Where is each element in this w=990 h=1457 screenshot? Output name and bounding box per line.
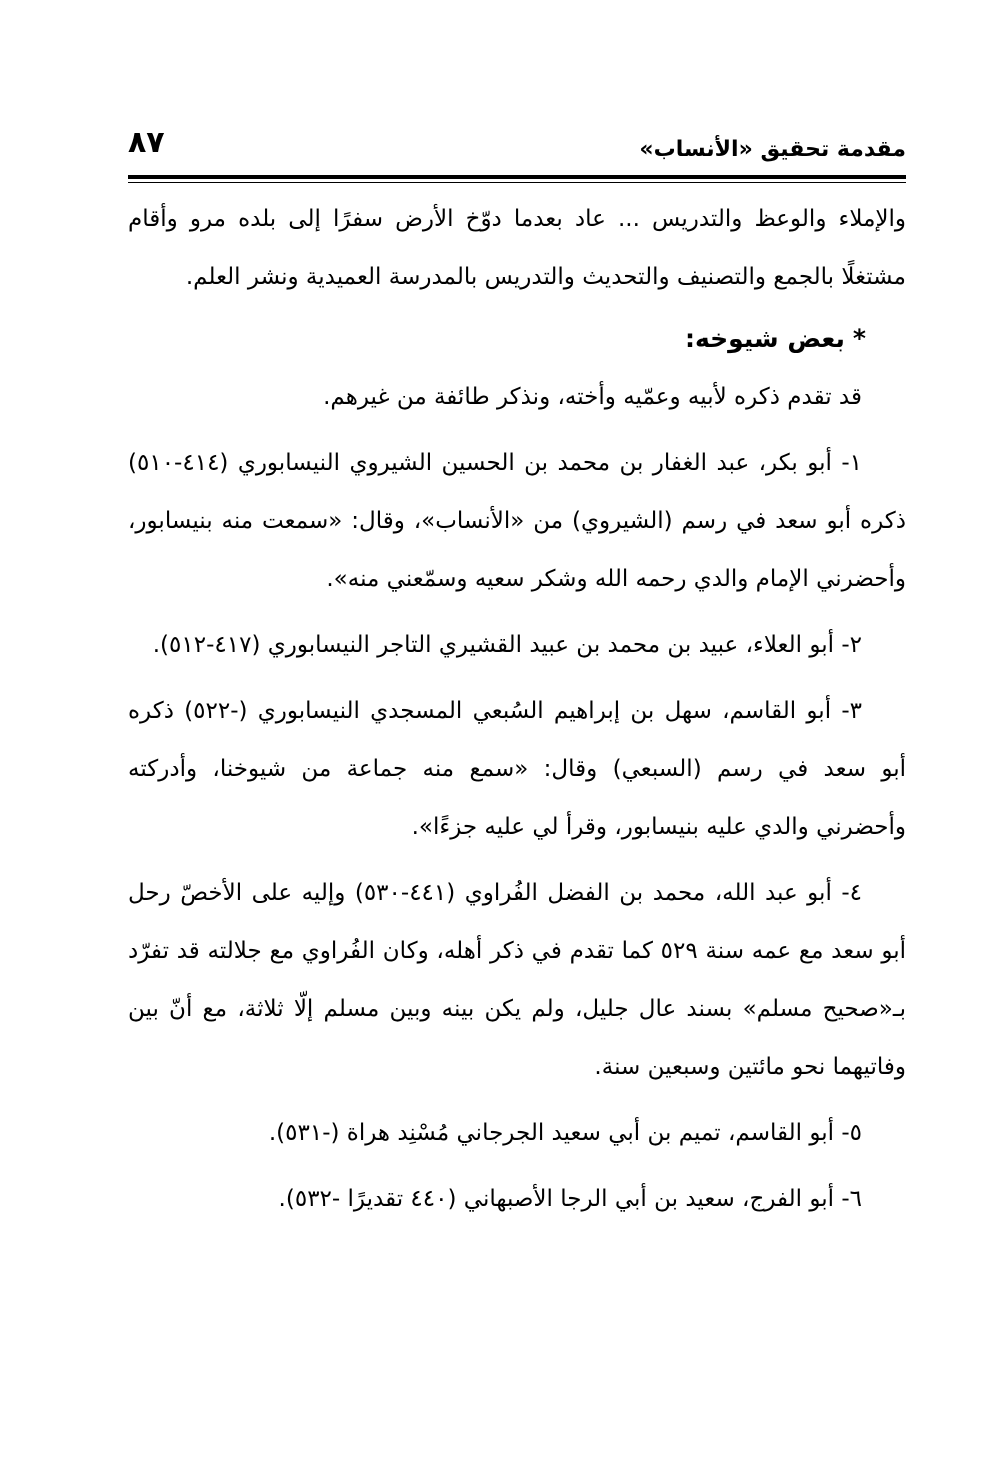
- list-item: ٤- أبو عبد الله، محمد بن الفضل الفُراوي (٤٤١-٥٣٠) وإليه على الأخصّ رحل أبو سعد مع عمه سنة ٥٢٩ كما تقدم في ذكر أهله، وكان الفُراوي مع جلالته قد تفرّد بـ«صحيح مسلم» بسند عال جليل، ولم يكن بينه وبين مسلم إلّا ثلاثة، مع أنّ بين وفاتيهما نحو مائتين وسبعين سنة.: [128, 880, 906, 1080]
- asterisk-icon: *: [852, 324, 866, 353]
- list-item: ١- أبو بكر، عبد الغفار بن محمد بن الحسين الشيروي النيسابوري (٤١٤-٥١٠) ذكره أبو سعد في رسم (الشيروي) من «الأنساب»، وقال: «سمعت منه بنيسابور، وأحضرني الإمام والدي رحمه الله وشكر سعيه وسمّعني منه».: [128, 450, 906, 592]
- section-heading: [128, 310, 906, 368]
- page-number: ٨٧: [128, 125, 165, 160]
- lead-paragraph: قد تقدم ذكره لأبيه وعمّيه وأخته، ونذكر طائفة من غيرهم.: [323, 384, 862, 410]
- list-item: ٦- أبو الفرج، سعيد بن أبي الرجا الأصبهاني (٤٤٠ تقديرًا -٥٣٢).: [278, 1186, 862, 1212]
- body-text: [128, 190, 906, 1228]
- section-heading-text: بعض شيوخه:: [684, 324, 845, 353]
- list-item: ٥- أبو القاسم، تميم بن أبي سعيد الجرجاني مُسْنِد هراة (-٥٣١).: [268, 1120, 862, 1146]
- header-rule-thin: [128, 182, 906, 183]
- list-item: ٢- أبو العلاء، عبيد بن محمد بن عبيد القشيري التاجر النيسابوري (٤١٧-٥١٢).: [152, 632, 862, 658]
- intro-paragraph: والإملاء والوعظ والتدريس ... عاد بعدما دوّخ الأرض سفرًا إلى بلده مرو وأقام مشتغلًا بالجمع والتصنيف والتحديث والتدريس بالمدرسة العميدية ونشر العلم.: [128, 206, 906, 290]
- page-header: [128, 125, 906, 175]
- header-rule: [128, 175, 906, 179]
- running-title: مقدمة تحقيق «الأنساب»: [639, 137, 906, 162]
- list-item: ٣- أبو القاسم، سهل بن إبراهيم السُبعي المسجدي النيسابوري (-٥٢٢) ذكره أبو سعد في رسم (السبعي) وقال: «سمع منه جماعة من شيوخنا، وأدركته وأحضرني والدي عليه بنيسابور، وقرأ لي عليه جزءًا».: [128, 698, 906, 840]
